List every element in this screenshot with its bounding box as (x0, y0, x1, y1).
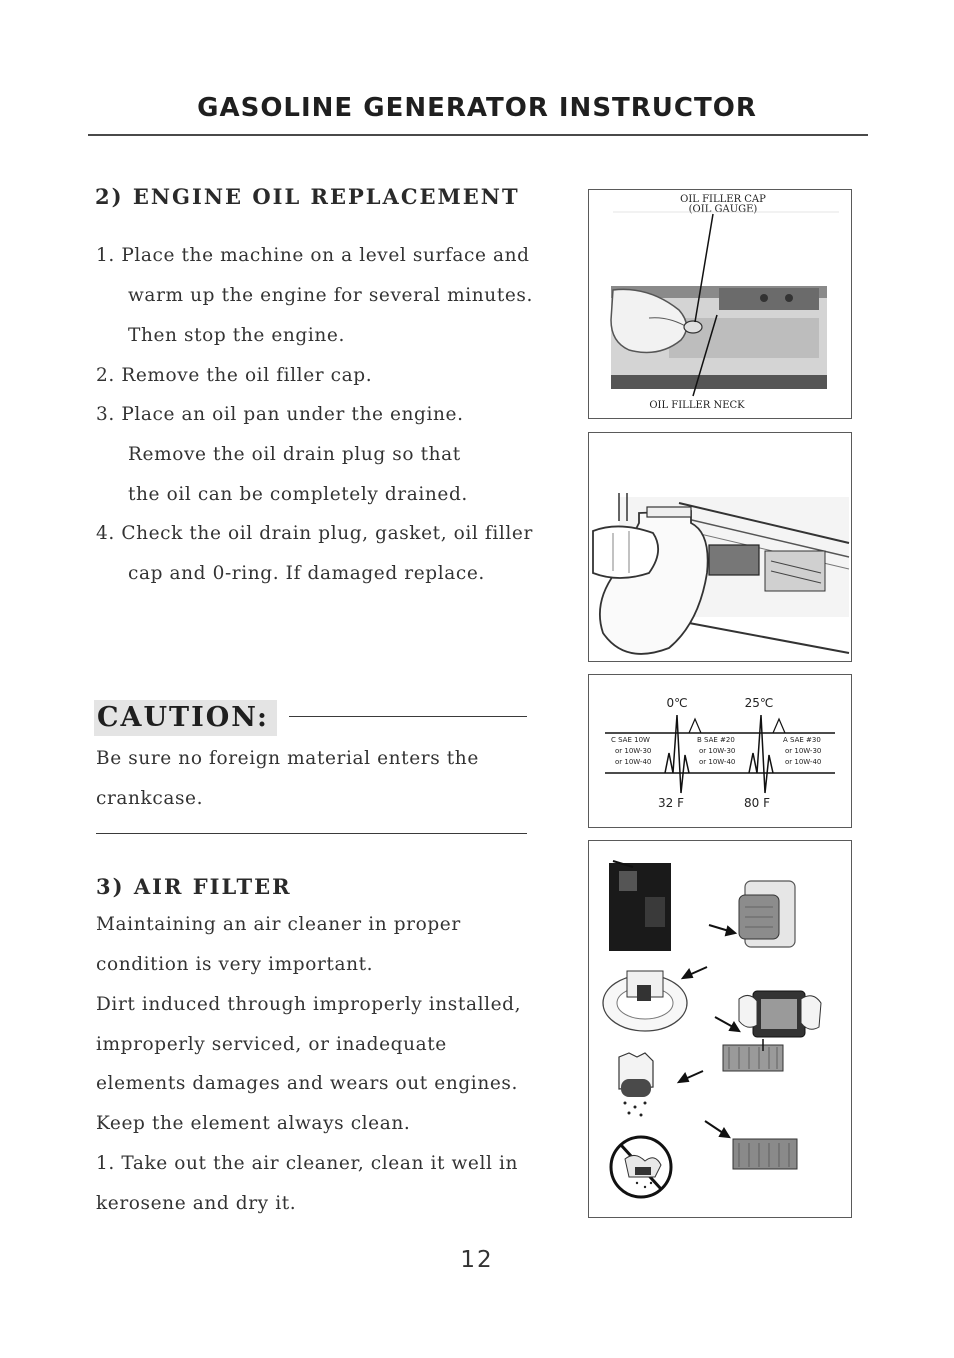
air-text-line: improperly serviced, or inadequate (96, 1034, 447, 1055)
caution-rule (289, 716, 527, 717)
caution-label: CAUTION: (94, 700, 277, 736)
caution-text: crankcase. (96, 788, 204, 809)
oil-step-line: 2. Remove the oil filler cap. (96, 365, 373, 386)
oil-filler-figure (588, 189, 852, 419)
cap-label: OIL FILLER CAP (680, 194, 766, 205)
air-text-line: 1. Take out the air cleaner, clean it well in (96, 1153, 519, 1174)
visc-a-line: or 10W-30 (785, 747, 822, 755)
caution-text: Be sure no foreign material enters the (96, 748, 479, 769)
air-section-heading: 3) AIR FILTER (96, 874, 292, 899)
air-text-line: elements damages and wears out engines. (96, 1073, 518, 1094)
oil-step-line: cap and 0-ring. If damaged replace. (128, 563, 485, 584)
visc-a-line: or 10W-40 (785, 758, 822, 766)
visc-c-line: or 10W-40 (615, 758, 652, 766)
oil-step-line: 4. Check the oil drain plug, gasket, oil filler (96, 523, 533, 544)
page-number: 12 (460, 1247, 494, 1273)
temp-c-high: 25℃ (744, 696, 774, 710)
visc-b-line: B SAE #20 (697, 736, 735, 744)
temp-f-high: 80 F (744, 796, 770, 810)
caution-bottom-rule (96, 833, 527, 834)
air-text-line: condition is very important. (96, 954, 374, 975)
cap-label-sub: (OIL GAUGE) (688, 204, 758, 215)
temp-f-low: 32 F (658, 796, 684, 810)
oil-viscosity-figure (588, 674, 852, 828)
oil-step-line: the oil can be completely drained. (128, 484, 468, 505)
air-filter-figure (588, 840, 852, 1218)
visc-c-line: C SAE 10W (611, 736, 650, 744)
air-text-line: kerosene and dry it. (96, 1193, 297, 1214)
visc-a-line: A SAE #30 (783, 736, 821, 744)
temp-c-low: 0℃ (666, 696, 688, 710)
air-text-line: Dirt induced through improperly installed, (96, 994, 522, 1015)
visc-b-line: or 10W-30 (699, 747, 736, 755)
visc-b-line: or 10W-40 (699, 758, 736, 766)
oil-section-heading: 2) ENGINE OIL REPLACEMENT (95, 184, 520, 209)
page-title: GASOLINE GENERATOR INSTRUCTOR (197, 93, 757, 123)
oil-step-line: warm up the engine for several minutes. (128, 285, 533, 306)
air-text-line: Keep the element always clean. (96, 1113, 411, 1134)
oil-step-line: 1. Place the machine on a level surface and (96, 245, 530, 266)
oil-step-line: Remove the oil drain plug so that (128, 444, 461, 465)
neck-label: OIL FILLER NECK (649, 400, 745, 411)
oil-step-line: 3. Place an oil pan under the engine. (96, 404, 464, 425)
title-divider (88, 134, 868, 136)
air-text-line: Maintaining an air cleaner in proper (96, 914, 461, 935)
visc-c-line: or 10W-30 (615, 747, 652, 755)
oil-step-line: Then stop the engine. (128, 325, 345, 346)
oil-pour-figure (588, 432, 852, 662)
